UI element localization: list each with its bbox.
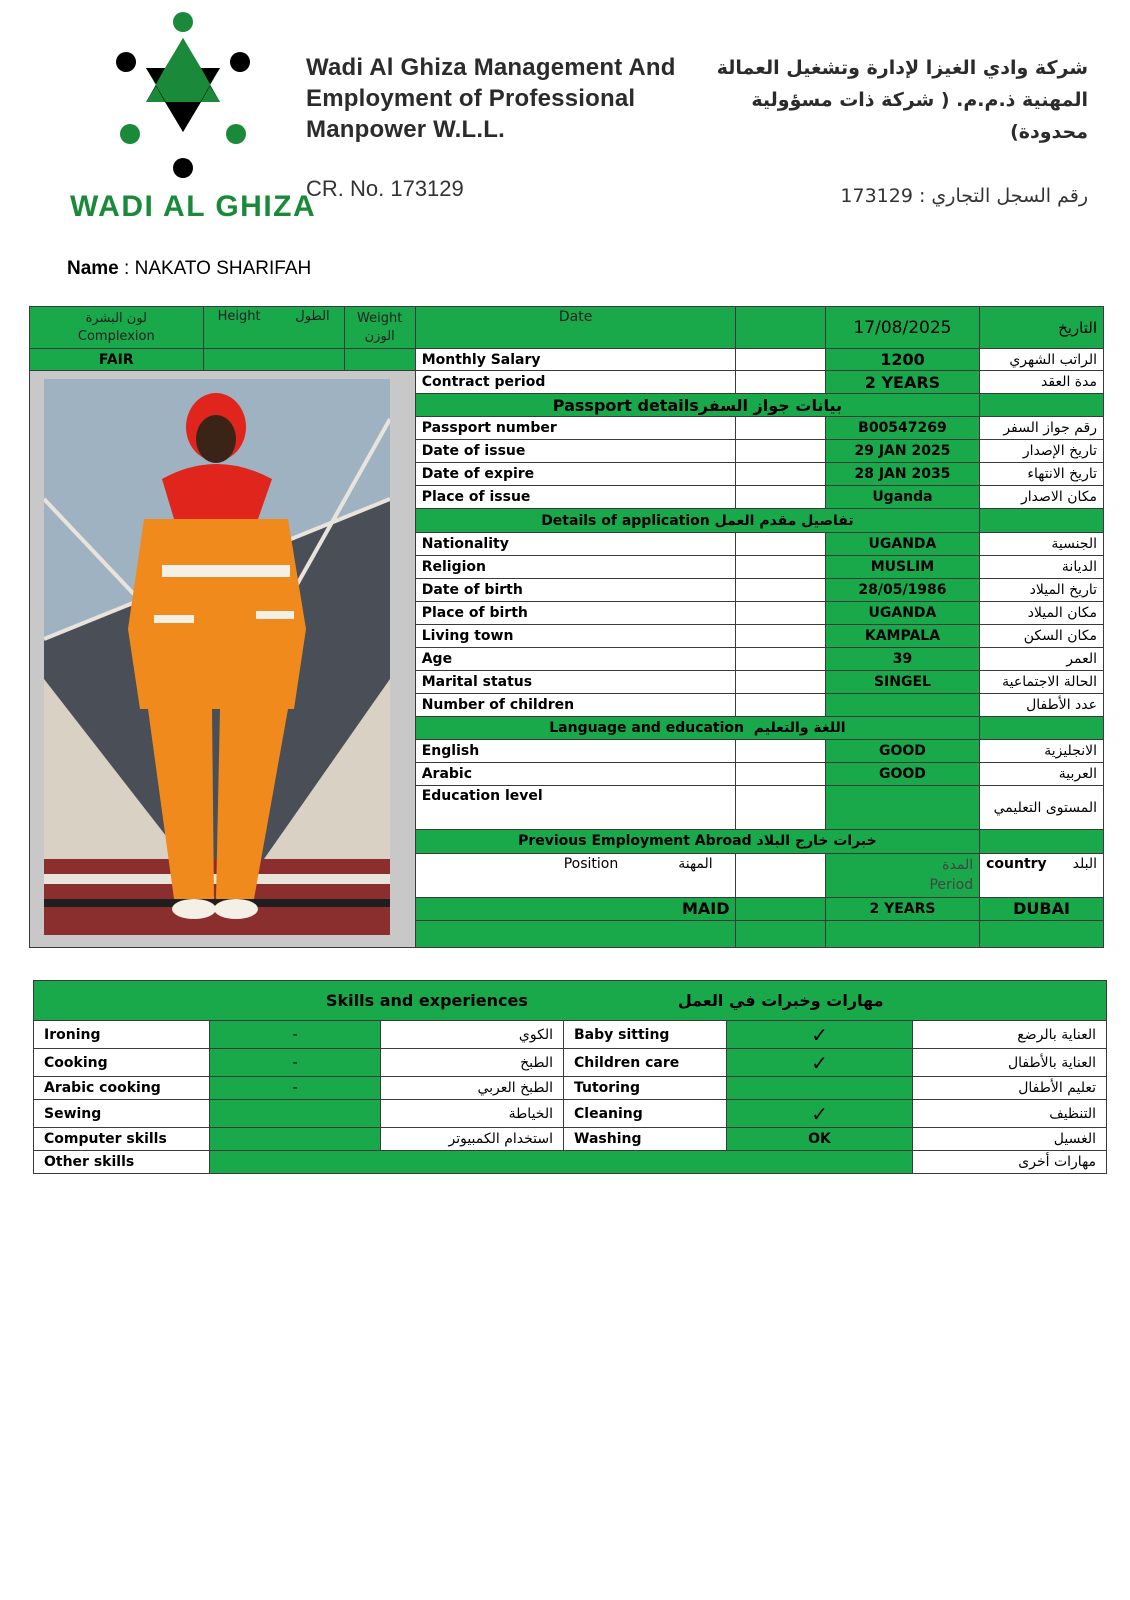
row-ar: الحالة الاجتماعية: [980, 671, 1104, 694]
employment-country: DUBAI: [980, 897, 1104, 920]
skill-ar: الطبخ العربي: [381, 1077, 564, 1100]
row-value: 39: [825, 647, 979, 670]
period-col-header: المدة Period: [825, 853, 979, 897]
skill-label: Computer skills: [34, 1128, 210, 1151]
row-label: Arabic: [415, 763, 736, 786]
row-ar: مدة العقد: [980, 371, 1104, 394]
check-icon: ✓: [727, 1021, 913, 1049]
row-ar: الديانة: [980, 555, 1104, 578]
name-value: NAKATO SHARIFAH: [134, 258, 312, 279]
weight-header: Weight الوزن: [344, 307, 415, 349]
skill-value: [210, 1100, 381, 1128]
check-icon: ✓: [727, 1100, 913, 1128]
row-ar: الراتب الشهري: [980, 349, 1104, 371]
row-ar: مكان الاصدار: [980, 486, 1104, 509]
passport-details-header: Passport detailsبيانات جواز السفر: [415, 394, 979, 417]
cr-number-ar: رقم السجل التجاري : 173129: [840, 185, 1088, 207]
skills-table: [33, 980, 1107, 1174]
row-ar: عدد الأطفال: [980, 694, 1104, 717]
row-value: 28/05/1986: [825, 578, 979, 601]
row-label: Date of birth: [415, 578, 736, 601]
skill-ar: العناية بالأطفال: [913, 1049, 1107, 1077]
skill-label: Arabic cooking: [34, 1077, 210, 1100]
company-name-en-line: Employment of Professional: [306, 85, 636, 112]
weight-value: [344, 349, 415, 371]
skill-label: Baby sitting: [564, 1021, 727, 1049]
row-ar: المستوى التعليمي: [980, 786, 1104, 830]
row-value: GOOD: [825, 740, 979, 763]
row-value: KAMPALA: [825, 624, 979, 647]
row-value: GOOD: [825, 763, 979, 786]
skill-value: [727, 1077, 913, 1100]
row-label: Place of birth: [415, 601, 736, 624]
row-label: Nationality: [415, 532, 736, 555]
skill-label: Cooking: [34, 1049, 210, 1077]
row-ar: الجنسية: [980, 532, 1104, 555]
row-value: UGANDA: [825, 532, 979, 555]
row-ar: تاريخ الانتهاء: [980, 463, 1104, 486]
height-header: Height الطول: [203, 307, 344, 349]
skills-header: Skills and experiences مهارات وخبرات في العمل: [34, 981, 1107, 1021]
row-label: Number of children: [415, 694, 736, 717]
skill-ar: تعليم الأطفال: [913, 1077, 1107, 1100]
company-name-en: [306, 52, 706, 145]
photo-cell: [30, 371, 416, 948]
name-label: Name: [67, 258, 119, 279]
skill-ar: الخياطة: [381, 1100, 564, 1128]
skill-ar: العناية بالرضع: [913, 1021, 1107, 1049]
country-col-header: country البلد: [980, 853, 1104, 897]
skill-ar: الكوي: [381, 1021, 564, 1049]
row-label: Education level: [415, 786, 736, 830]
row-ar: العمر: [980, 647, 1104, 670]
complexion-header: لون البشرة Complexion: [30, 307, 204, 349]
company-logo: [108, 10, 258, 188]
company-name-en-line: Manpower W.L.L.: [306, 116, 505, 143]
skill-label: Children care: [564, 1049, 727, 1077]
date-value: 17/08/2025: [825, 307, 979, 349]
row-label: Age: [415, 647, 736, 670]
row-ar: الانجليزية: [980, 740, 1104, 763]
row-value: SINGEL: [825, 671, 979, 694]
row-label: Passport number: [415, 417, 736, 440]
company-name-ar-line: محدودة): [1010, 121, 1088, 143]
row-label: Religion: [415, 555, 736, 578]
skill-value: OK: [727, 1128, 913, 1151]
skill-ar: التنظيف: [913, 1100, 1107, 1128]
row-label: Place of issue: [415, 486, 736, 509]
other-skills-ar: مهارات أخرى: [913, 1151, 1107, 1174]
language-education-header: Language and education اللغة والتعليم: [415, 717, 979, 740]
row-value: 1200: [825, 349, 979, 371]
previous-employment-header: Previous Employment Abroad خبرات خارج البلاد: [415, 830, 979, 853]
cv-table: [29, 306, 1104, 948]
employment-period: 2 YEARS: [825, 897, 979, 920]
skill-ar: الغسيل: [913, 1128, 1107, 1151]
skill-ar: استخدام الكمبيوتر: [381, 1128, 564, 1151]
skill-label: Sewing: [34, 1100, 210, 1128]
skill-value: -: [210, 1077, 381, 1100]
row-value: 2 YEARS: [825, 371, 979, 394]
skill-label: Washing: [564, 1128, 727, 1151]
brand-wordmark: WADI AL GHIZA: [70, 190, 317, 223]
skill-value: [210, 1128, 381, 1151]
position-col-header: Position المهنة: [415, 853, 736, 897]
row-label: Monthly Salary: [415, 349, 736, 371]
date-ar: التاريخ: [980, 307, 1104, 349]
row-value: B00547269: [825, 417, 979, 440]
row-label: Date of expire: [415, 463, 736, 486]
company-name-ar: [708, 52, 1088, 148]
row-label: Contract period: [415, 371, 736, 394]
row-ar: تاريخ الميلاد: [980, 578, 1104, 601]
application-details-header: Details of application تفاصيل مقدم العمل: [415, 509, 979, 532]
company-name-ar-line: شركة وادي الغيزا لإدارة وتشغيل العمالة: [716, 57, 1088, 79]
name-separator: :: [118, 258, 135, 279]
row-label: Marital status: [415, 671, 736, 694]
row-value: Uganda: [825, 486, 979, 509]
complexion-value: FAIR: [30, 349, 204, 371]
row-ar: رقم جواز السفر: [980, 417, 1104, 440]
row-value: [825, 786, 979, 830]
row-ar: مكان السكن: [980, 624, 1104, 647]
candidate-name: [67, 258, 311, 280]
row-label: English: [415, 740, 736, 763]
row-label: Living town: [415, 624, 736, 647]
row-ar: تاريخ الإصدار: [980, 440, 1104, 463]
skill-label: Ironing: [34, 1021, 210, 1049]
check-icon: ✓: [727, 1049, 913, 1077]
skill-value: -: [210, 1049, 381, 1077]
row-value: UGANDA: [825, 601, 979, 624]
employment-position: MAID: [415, 897, 736, 920]
candidate-photo: [44, 379, 390, 935]
skill-value: -: [210, 1021, 381, 1049]
row-ar: مكان الميلاد: [980, 601, 1104, 624]
row-value: MUSLIM: [825, 555, 979, 578]
row-value: [825, 694, 979, 717]
company-name-en-line: Wadi Al Ghiza Management And: [306, 54, 676, 81]
skill-label: Tutoring: [564, 1077, 727, 1100]
row-ar: العربية: [980, 763, 1104, 786]
cr-number-en: CR. No. 173129: [306, 176, 464, 201]
skill-ar: الطبخ: [381, 1049, 564, 1077]
other-skills-value: [210, 1151, 913, 1174]
skill-label: Cleaning: [564, 1100, 727, 1128]
row-label: Date of issue: [415, 440, 736, 463]
row-value: 29 JAN 2025: [825, 440, 979, 463]
row-value: 28 JAN 2035: [825, 463, 979, 486]
other-skills-label: Other skills: [34, 1151, 210, 1174]
date-label: Date: [415, 307, 736, 349]
height-value: [203, 349, 344, 371]
company-name-ar-line: المهنية ذ.م.م. ( شركة ذات مسؤولية: [751, 89, 1088, 111]
